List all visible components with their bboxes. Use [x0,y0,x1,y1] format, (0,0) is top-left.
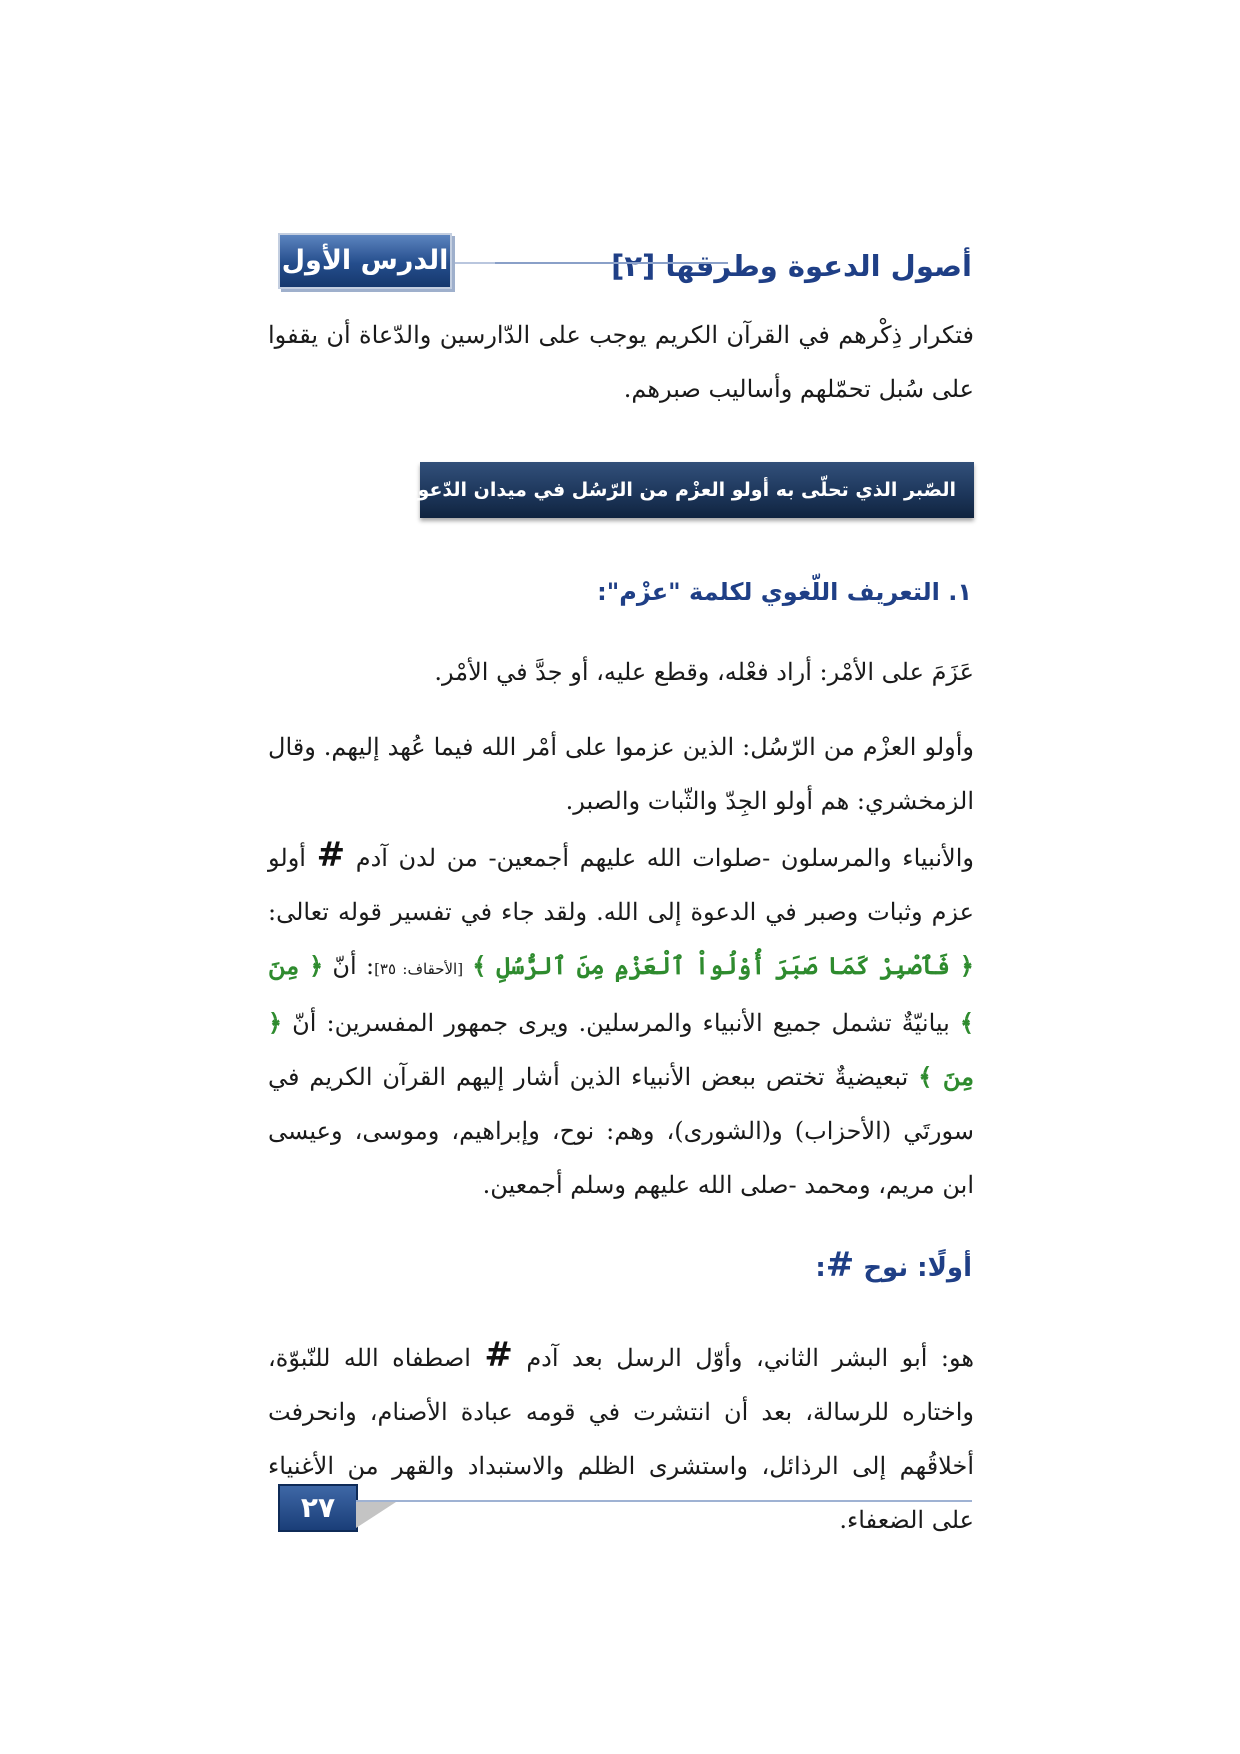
peace-symbol-icon: # [484,1335,513,1375]
prophets-text-a: : أنّ [332,952,375,980]
quran-verse: ﴿ فَٱصْبِرْ كَمَا صَبَرَ أُوْلُواْ ٱلْعَزْمِ مِنَ ٱلرُّسُلِ ﴾ [472,951,974,980]
prophets-paragraph [268,828,974,1212]
noah-text-start: هو: أبو البشر الثاني، وأوّل الرسل بعد آدم [526,1344,974,1372]
prophets-text-mid: أولو عزم وثبات وصبر في الدعوة إلى الله. ولقد جاء في تفسير قوله تعالى: [268,844,974,926]
header-rule-fade [455,262,495,264]
noah-text-rest: اصطفاه الله للنّبوّة، واختاره للرسالة، بعد أن انتشرت في قومه عبادة الأصنام، وانحرفت أخلاقُهم إلى الرذائل، واستشرى الظلم والاستبداد والقهر من الأغنياء على الضعفاء. [268,1344,974,1534]
noah-heading-text: أولًا: نوح [863,1253,972,1283]
peace-symbol-icon: # [316,835,346,875]
footer-rule [356,1500,972,1502]
definition-line-1: عَزَمَ على الأمْر: أراد فعْله، وقطع عليه، أو جدَّ في الأمْر. [434,658,974,686]
peace-symbol-icon: # [825,1245,855,1285]
section-banner: الصّبر الذي تحلّى به أولو العزْم من الرّسُل في ميدان الدّعوة إلى الله [420,462,974,518]
footer-shade [356,1502,396,1528]
noah-heading-colon: : [815,1253,826,1283]
quran-word-min-2: ﴿ مِنَ ﴾ [268,1008,974,1091]
prophets-text-b: بيانيّةٌ تشمل جميع الأنبياء والمرسلين. ويرى جمهور المفسرين: أنّ [292,1009,950,1037]
definition-line-2: وأولو العزْم من الرّسُل: الذين عزموا على أمْر الله فيما عُهد إليهم. وقال الزمخشري: هم أولو الجِدّ والثّبات والصبر. [268,733,974,815]
verse-reference: [الأحقاف: ٣٥] [374,960,464,978]
lesson-badge: الدرس الأول [278,233,452,289]
intro-paragraph: فتكرار ذِكْرهم في القرآن الكريم يوجب على الدّارسين والدّعاة أن يقفوا على سُبل تحمّلهم وأساليب صبرهم. [268,321,974,403]
page-number: ٢٧ [278,1484,358,1532]
book-title: أصول الدعوة وطرقها [٢] [611,249,972,283]
noah-heading [266,1242,972,1291]
quran-word-min-1: ﴿ مِنَ ﴾ [268,951,974,1037]
definition-heading: ١. التعريف اللّغوي لكلمة "عزْم": [597,578,972,606]
prophets-text-c: تبعيضيةٌ تختص ببعض الأنبياء الذين أشار إليهم القرآن الكريم في سورتَي (الأحزاب) و(الشورى)، وهم: نوح، وإبراهيم، وموسى، وعيسى ابن مريم، ومحمد -صلى الله عليهم وسلم أجمعين. [268,1063,974,1199]
prophets-text-start: والأنبياء والمرسلون -صلوات الله عليهم أجمعين- من لدن آدم [355,844,974,872]
header-rule [470,262,728,264]
